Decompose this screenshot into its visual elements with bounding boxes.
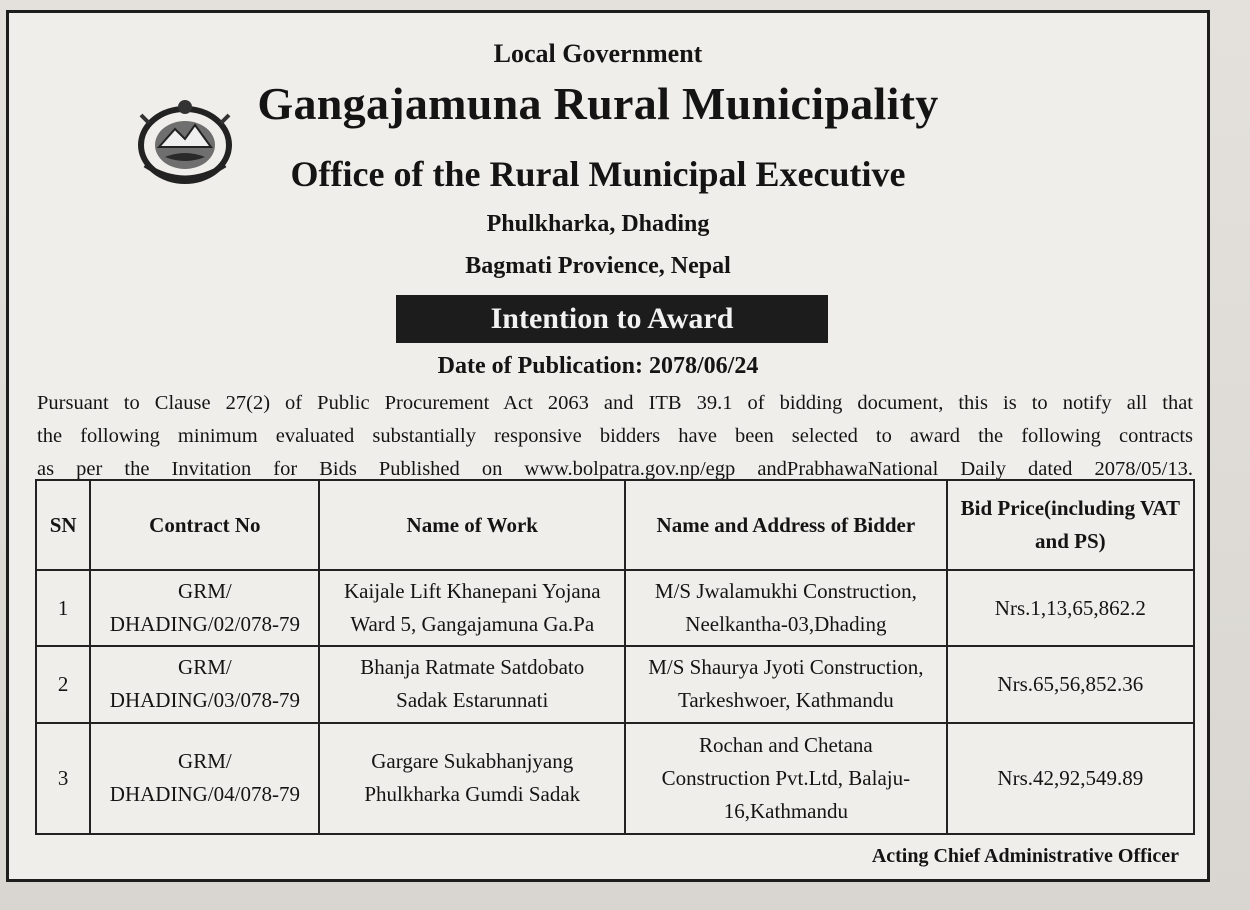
province-label: Bagmati Provience, Nepal bbox=[465, 253, 731, 279]
cell-sn: 2 bbox=[36, 646, 90, 722]
cell-line: 16,Kathmandu bbox=[723, 798, 848, 823]
publication-date: Date of Publication: 2078/06/24 bbox=[437, 353, 759, 379]
cell-bidder bbox=[625, 646, 947, 722]
column-header-name-of-work: Name of Work bbox=[319, 480, 625, 570]
cell-line: GRM/ bbox=[178, 579, 232, 604]
cell-contract-no bbox=[90, 646, 319, 722]
cell-line: Sadak Estarunnati bbox=[396, 688, 549, 713]
paragraph-line: Pursuant to Clause 27(2) of Public Procurement Act 2063 and ITB 39.1 of bidding document, this is to notify all that bbox=[37, 392, 1193, 414]
cell-line: M/S Jwalamukhi Construction, bbox=[654, 579, 917, 604]
cell-line: Neelkantha-03,Dhading bbox=[685, 612, 887, 637]
cell-line: GRM/ bbox=[178, 749, 232, 774]
cell-line: DHADING/02/078-79 bbox=[109, 612, 300, 637]
table-row bbox=[36, 646, 1194, 722]
cell-bidder bbox=[625, 570, 947, 646]
place-label: Phulkharka, Dhading bbox=[486, 211, 710, 237]
paragraph-line: the following minimum evaluated substantially responsive bidders have been selected to award the following contracts bbox=[37, 425, 1193, 447]
column-header-bid-price: Bid Price(including VAT and PS) bbox=[947, 480, 1194, 570]
cell-bidder bbox=[625, 723, 947, 834]
cell-line: Gargare Sukabhanjyang bbox=[371, 749, 574, 774]
column-header-bidder: Name and Address of Bidder bbox=[625, 480, 947, 570]
table-header-row bbox=[36, 480, 1194, 570]
cell-sn: 1 bbox=[36, 570, 90, 646]
cell-line: DHADING/03/078-79 bbox=[109, 688, 300, 713]
office-title: Office of the Rural Municipal Executive bbox=[290, 154, 906, 194]
cell-bid-price: Nrs.65,56,852.36 bbox=[947, 646, 1194, 722]
signatory-title: Acting Chief Administrative Officer bbox=[871, 845, 1179, 867]
local-government-label: Local Government bbox=[493, 39, 703, 68]
cell-line: Phulkharka Gumdi Sadak bbox=[364, 782, 581, 807]
cell-line: GRM/ bbox=[178, 655, 232, 680]
cell-line: Construction Pvt.Ltd, Balaju- bbox=[661, 765, 911, 790]
column-header-contract-no: Contract No bbox=[90, 480, 319, 570]
column-header-sn: SN bbox=[36, 480, 90, 570]
award-notice bbox=[6, 10, 1210, 882]
cell-line: DHADING/04/078-79 bbox=[109, 782, 300, 807]
cell-bid-price: Nrs.42,92,549.89 bbox=[947, 723, 1194, 834]
notice-paragraph bbox=[37, 387, 1193, 486]
cell-contract-no bbox=[90, 570, 319, 646]
cell-contract-no bbox=[90, 723, 319, 834]
cell-line: M/S Shaurya Jyoti Construction, bbox=[648, 655, 924, 680]
municipality-title: Gangajamuna Rural Municipality bbox=[257, 78, 939, 129]
cell-name-of-work bbox=[319, 570, 625, 646]
cell-sn: 3 bbox=[36, 723, 90, 834]
table-row bbox=[36, 570, 1194, 646]
cell-line: Tarkeshwoer, Kathmandu bbox=[677, 688, 894, 713]
cell-line: Rochan and Chetana bbox=[698, 732, 873, 757]
notice-type-banner: Intention to Award bbox=[396, 295, 828, 343]
cell-name-of-work bbox=[319, 723, 625, 834]
paragraph-line: as per the Invitation for Bids Published on www.bolpatra.gov.np/egp andPrabhawaNational Daily dated 2078/05/13. bbox=[37, 458, 1193, 480]
award-table bbox=[35, 479, 1195, 835]
cell-line: Bhanja Ratmate Satdobato bbox=[360, 655, 585, 680]
cell-bid-price: Nrs.1,13,65,862.2 bbox=[947, 570, 1194, 646]
table-row bbox=[36, 723, 1194, 834]
cell-line: Ward 5, Gangajamuna Ga.Pa bbox=[350, 612, 595, 637]
cell-line: Kaijale Lift Khanepani Yojana bbox=[343, 579, 601, 604]
cell-name-of-work bbox=[319, 646, 625, 722]
